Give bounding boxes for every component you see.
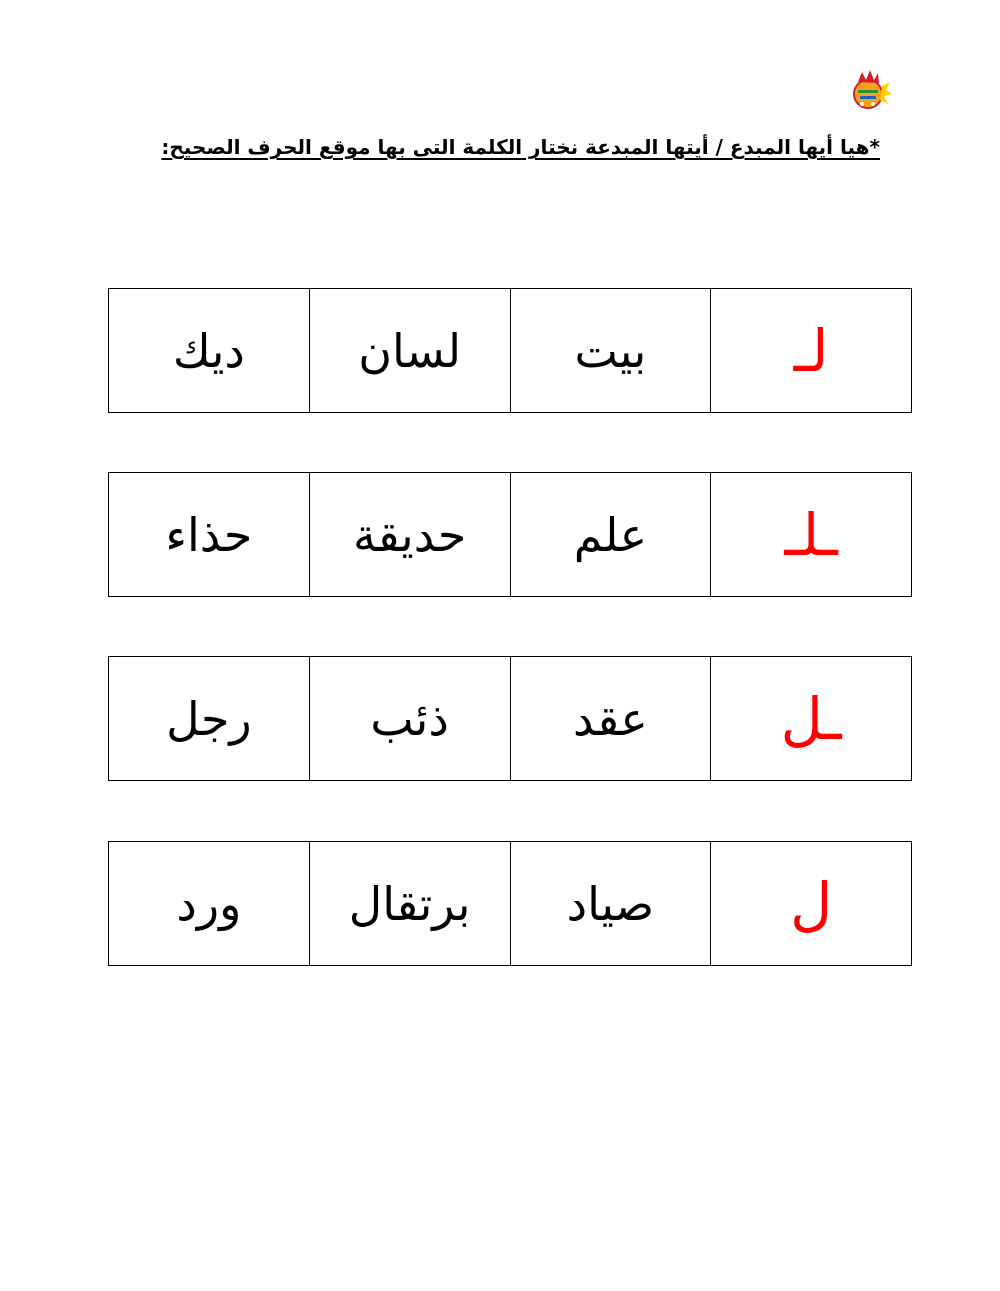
target-letter: ـلـ xyxy=(710,473,911,596)
target-letter: ـل xyxy=(710,657,911,780)
choice-row xyxy=(108,656,912,781)
word-option[interactable]: بيت xyxy=(510,289,711,412)
word-option[interactable]: رجل xyxy=(166,691,252,746)
word-option[interactable]: برتقال xyxy=(309,842,510,965)
word-option[interactable]: ذئب xyxy=(309,657,510,780)
choice-row xyxy=(108,472,912,597)
word-option[interactable]: علم xyxy=(510,473,711,596)
word-option[interactable]: صياد xyxy=(510,842,711,965)
instruction-text: *هيا أيها المبدع / أيتها المبدعة نختار الكلمة التى بها موقع الحرف الصحيح: xyxy=(161,135,880,159)
word-option[interactable]: ورد xyxy=(176,876,242,931)
choice-row xyxy=(108,841,912,966)
word-option[interactable]: لسان xyxy=(309,289,510,412)
word-option[interactable]: ديك xyxy=(172,323,245,378)
target-letter: ل xyxy=(710,842,911,965)
school-logo-icon xyxy=(846,64,892,116)
word-option[interactable]: حديقة xyxy=(309,473,510,596)
target-letter: لـ xyxy=(710,289,911,412)
word-option[interactable]: حذاء xyxy=(165,507,253,562)
choice-row xyxy=(108,288,912,413)
word-option[interactable]: عقد xyxy=(510,657,711,780)
